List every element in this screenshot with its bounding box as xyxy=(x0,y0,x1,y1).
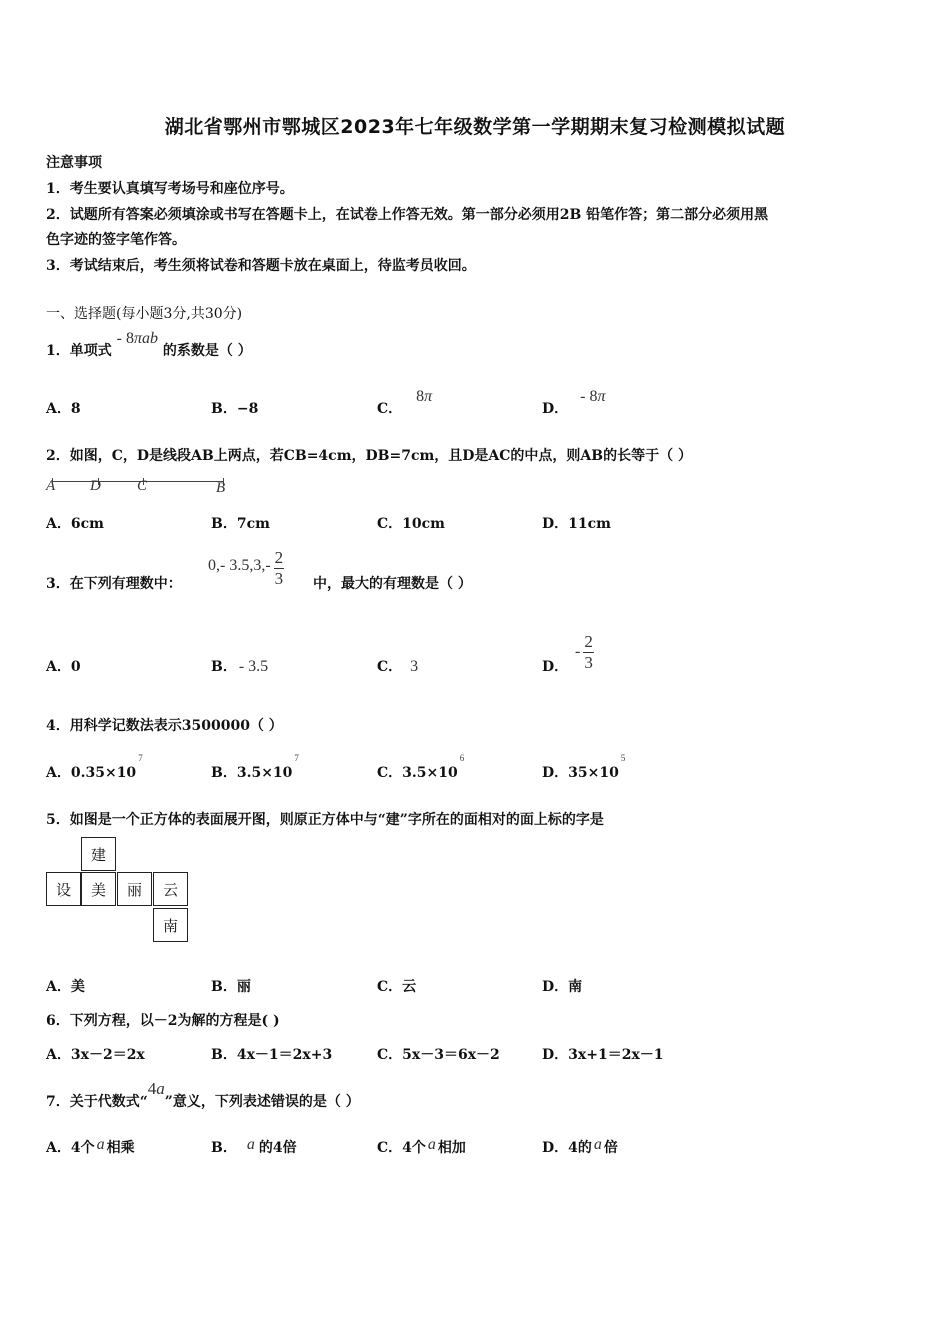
q3-option-c-value: 3 xyxy=(410,658,419,675)
q7-option-d-var: a xyxy=(593,1136,602,1153)
q4-option-a-exp: 7 xyxy=(138,753,143,763)
q1-option-d-pi: π xyxy=(597,388,606,405)
q3-suffix: 中，最大的有理数是（ ） xyxy=(313,576,472,592)
q7-option-b-var: a xyxy=(246,1136,255,1153)
question-6: 6．下列方程，以－2为解的方程是( ) xyxy=(46,1013,280,1029)
q1-option-b: B．−8 xyxy=(211,401,259,417)
q3-fraction xyxy=(274,548,285,589)
q1-option-c-pi: π xyxy=(424,388,433,405)
question-4: 4．用科学记数法表示3500000（ ） xyxy=(46,718,283,734)
q3-option-d-value xyxy=(575,630,594,674)
cube-face-yun: 云 xyxy=(153,872,188,906)
q2-option-c: C．10cm xyxy=(377,516,445,532)
point-c-label: C xyxy=(137,478,148,494)
question-2: 2．如图，C，D是线段AB上两点，若CB=4cm，DB=7cm，且D是AC的中点，则AB的长等于（ ） xyxy=(46,448,693,464)
q5-option-d: D．南 xyxy=(542,979,583,995)
q3-number-list xyxy=(208,546,284,590)
q3-option-a: A．0 xyxy=(46,659,81,675)
q4-option-d-base: D．35×10 xyxy=(542,765,619,781)
q1-expr-minus: - 8 xyxy=(116,330,134,347)
page-title: 湖北省鄂州市鄂城区2023年七年级数学第一学期期末复习检测模拟试题 xyxy=(164,116,786,138)
q7-suffix: ”意义，下列表述错误的是（ ） xyxy=(164,1094,360,1110)
cube-face-mei: 美 xyxy=(81,872,116,906)
q6-option-a: A．3x－2＝2x xyxy=(46,1047,145,1063)
q1-option-c xyxy=(377,388,433,418)
q5-option-c: C．云 xyxy=(377,979,417,995)
cube-face-jian: 建 xyxy=(81,837,116,871)
notice-item-1: 1．考生要认真填写考场号和座位序号。 xyxy=(46,181,294,197)
q1-option-c-label: C． xyxy=(377,401,403,417)
segment-figure xyxy=(46,474,236,500)
q3-prefix: 3．在下列有理数中： xyxy=(46,576,182,592)
q7-option-a-pre: A．4个 xyxy=(46,1140,95,1156)
point-b-label: B xyxy=(216,480,226,496)
q3-option-d-minus: - xyxy=(575,643,581,660)
notice-heading: 注意事项 xyxy=(46,155,102,171)
q1-prefix: 1．单项式 xyxy=(46,343,112,359)
q7-option-d-pre: D．4的 xyxy=(542,1140,592,1156)
q6-option-b: B．4x－1＝2x+3 xyxy=(211,1047,333,1063)
q1-expression xyxy=(117,330,158,347)
q4-option-a xyxy=(46,753,143,782)
q1-expr-pi: π xyxy=(133,330,142,347)
cube-face-li: 丽 xyxy=(117,872,152,906)
q1-option-d-label: D． xyxy=(542,401,569,417)
q7-option-a-post: 相乘 xyxy=(106,1140,135,1156)
q1-option-a: A．8 xyxy=(46,401,81,417)
q7-option-b-post: 的4倍 xyxy=(258,1140,297,1156)
q2-option-d: D．11cm xyxy=(542,516,611,532)
q3-option-c-label: C． xyxy=(377,659,403,675)
q7-option-c xyxy=(377,1137,466,1157)
point-d-label: D xyxy=(90,478,101,494)
q1-option-d-num: - 8 xyxy=(580,388,598,405)
q3-option-c xyxy=(377,656,418,676)
q3-option-d-num: 2 xyxy=(584,631,593,651)
notice-item-3: 3．考试结束后，考生须将试卷和答题卡放在桌面上，待监考员收回。 xyxy=(46,258,476,274)
q7-expr-a: a xyxy=(156,1079,165,1098)
q7-option-b-pre: B． xyxy=(211,1140,237,1156)
q4-option-b-exp: 7 xyxy=(294,753,299,763)
q7-option-d-post: 倍 xyxy=(603,1140,618,1156)
q4-option-c-exp: 6 xyxy=(459,753,465,763)
q4-option-b-base: B．3.5×10 xyxy=(211,765,293,781)
q4-option-d-exp: 5 xyxy=(620,753,626,763)
q1-suffix: 的系数是（ ） xyxy=(162,343,252,359)
q7-option-b xyxy=(211,1137,297,1157)
q1-expr-ab: ab xyxy=(141,330,158,347)
q7-option-a-var: a xyxy=(96,1136,105,1153)
q7-option-c-pre: C．4个 xyxy=(377,1140,426,1156)
notice-item-2a: 2．试题所有答案必须填涂或书写在答题卡上，在试卷上作答无效。第一部分必须用2B 铅笔作答；第二部分必须用黑 xyxy=(46,207,769,223)
question-5: 5．如图是一个正方体的表面展开图，则原正方体中与“建”字所在的面相对的面上标的字是 xyxy=(46,812,604,828)
cube-face-she: 设 xyxy=(46,872,81,906)
q3-frac-den: 3 xyxy=(274,568,284,588)
q6-option-c: C．5x－3＝6x－2 xyxy=(377,1047,500,1063)
cube-face-nan: 南 xyxy=(153,908,188,942)
q4-option-b xyxy=(211,753,299,782)
point-a-label: A xyxy=(46,478,56,494)
q7-prefix: 7．关于代数式“ xyxy=(46,1094,148,1110)
notice-item-2b: 色字迹的签字笔作答。 xyxy=(46,232,186,248)
q3-option-d-label: D． xyxy=(542,659,569,675)
q3-option-d-fraction xyxy=(583,632,594,673)
q7-option-d xyxy=(542,1137,618,1157)
q3-option-d-den: 3 xyxy=(584,652,593,672)
q5-option-b: B．丽 xyxy=(211,979,251,995)
q4-option-c-base: C．3.5×10 xyxy=(377,765,458,781)
q2-option-b: B．7cm xyxy=(211,516,270,532)
q3-option-b-label: B． xyxy=(211,659,237,675)
q1-option-c-num: 8 xyxy=(416,388,425,405)
q1-option-d xyxy=(542,388,606,418)
q4-option-a-base: A．0.35×10 xyxy=(46,765,137,781)
q3-frac-num: 2 xyxy=(274,547,284,567)
q4-option-d xyxy=(542,753,626,782)
q2-option-a: A．6cm xyxy=(46,516,104,532)
q7-option-c-post: 相加 xyxy=(437,1140,466,1156)
q7-option-c-var: a xyxy=(427,1136,436,1153)
q7-option-a xyxy=(46,1137,135,1157)
q4-option-c xyxy=(377,753,465,782)
q7-expr-4: 4 xyxy=(147,1079,157,1098)
q3-list-text: 0,- 3.5,3,- xyxy=(208,557,271,574)
q3-option-b-value: - 3.5 xyxy=(238,658,269,675)
q5-option-a: A．美 xyxy=(46,979,85,995)
question-1 xyxy=(46,330,252,360)
section-heading: 一、选择题(每小题3分,共30分) xyxy=(46,306,243,322)
q6-option-d: D．3x+1＝2x－1 xyxy=(542,1047,664,1063)
q3-option-b xyxy=(211,656,268,676)
cube-net xyxy=(46,837,192,947)
question-7 xyxy=(46,1079,360,1111)
q7-expression xyxy=(148,1079,165,1098)
